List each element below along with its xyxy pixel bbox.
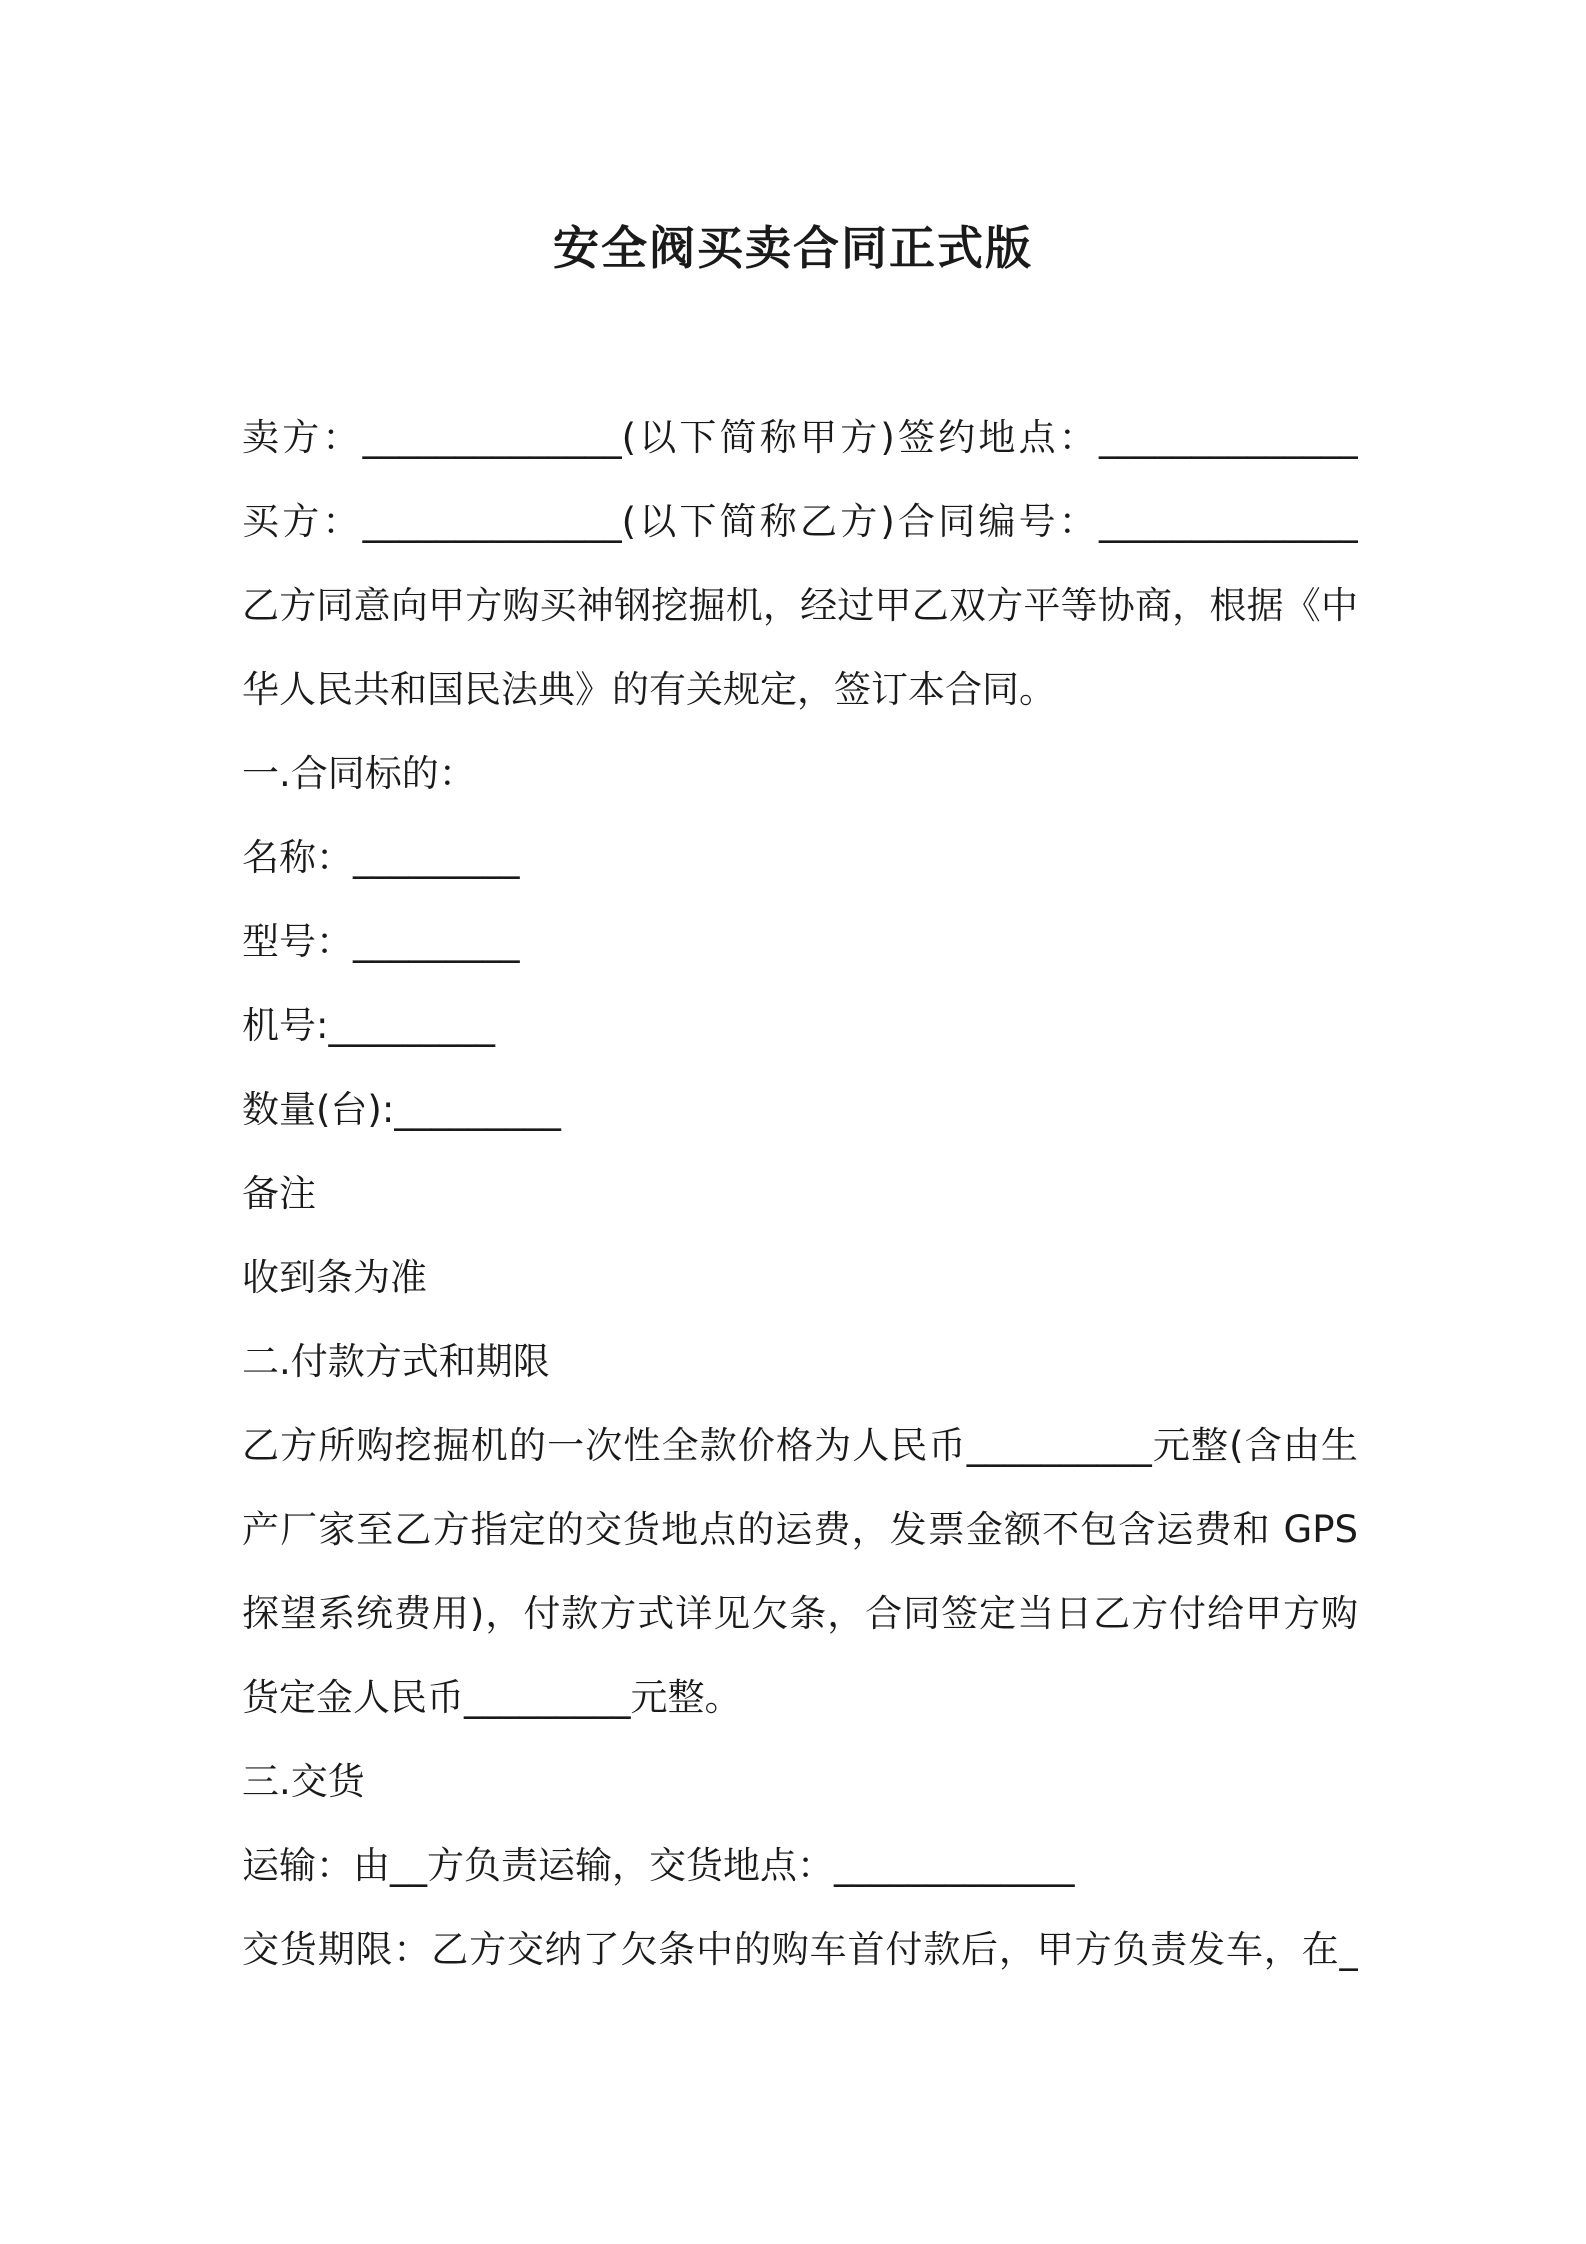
document-title: 安全阀买卖合同正式版 bbox=[553, 221, 1033, 275]
section-2-heading: 二.付款方式和期限 bbox=[242, 1340, 550, 1383]
payment-paragraph-line-3: 探望系统费用)，付款方式详见欠条，合同签定当日乙方付给甲方购 bbox=[242, 1592, 1358, 1635]
payment-paragraph-line-4: 货定金人民币_________元整。 bbox=[242, 1676, 742, 1719]
seller-line: 卖方：______________(以下简称甲方)签约地点：______________ bbox=[242, 416, 1358, 459]
remarks-text: 收到条为准 bbox=[242, 1256, 427, 1299]
section-3-heading: 三.交货 bbox=[242, 1760, 365, 1803]
item-quantity-line: 数量(台):_________ bbox=[242, 1088, 561, 1131]
intro-paragraph-line-2: 华人民共和国民法典》的有关规定，签订本合同。 bbox=[242, 668, 1056, 711]
delivery-term-line: 交货期限：乙方交纳了欠条中的购车首付款后，甲方负责发车，在_ bbox=[242, 1928, 1358, 1971]
item-serial-line: 机号:_________ bbox=[242, 1004, 495, 1047]
payment-paragraph-line-2: 产厂家至乙方指定的交货地点的运费，发票金额不包含运费和 GPS bbox=[242, 1508, 1358, 1551]
intro-paragraph-line-1: 乙方同意向甲方购买神钢挖掘机，经过甲乙双方平等协商，根据《中 bbox=[242, 584, 1358, 627]
item-name-line: 名称：_________ bbox=[242, 836, 520, 879]
payment-paragraph-line-1: 乙方所购挖掘机的一次性全款价格为人民币__________元整(含由生 bbox=[242, 1424, 1358, 1467]
transport-line: 运输：由__方负责运输，交货地点：_____________ bbox=[242, 1844, 1075, 1887]
document-body bbox=[242, 396, 1358, 1992]
item-model-line: 型号：_________ bbox=[242, 920, 520, 963]
remarks-label: 备注 bbox=[242, 1172, 316, 1215]
section-1-heading: 一.合同标的： bbox=[242, 752, 476, 795]
buyer-line: 买方：______________(以下简称乙方)合同编号：______________ bbox=[242, 500, 1358, 543]
